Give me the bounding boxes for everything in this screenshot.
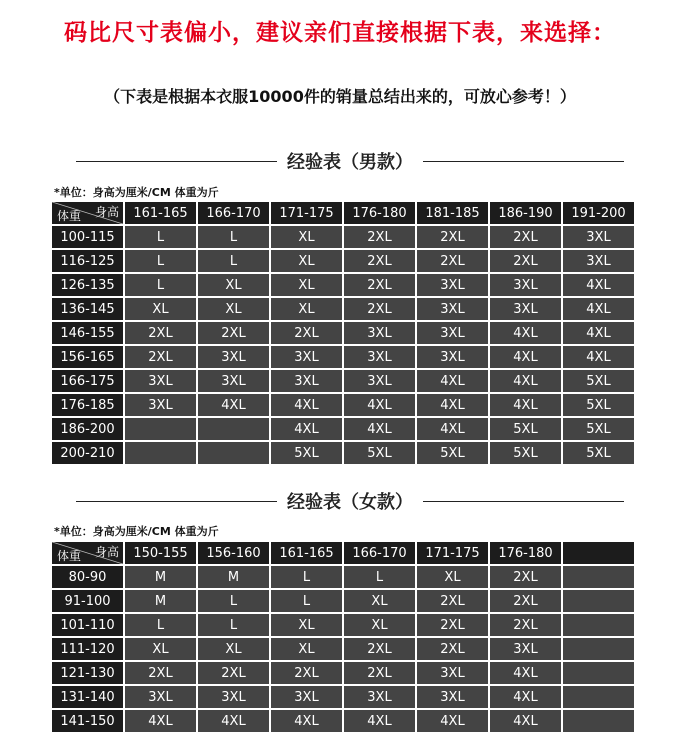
women-title: 经验表（女款）	[287, 492, 413, 513]
size-cell: L	[344, 566, 415, 588]
height-header-cell: 171-175	[417, 542, 488, 564]
men-title: 经验表（男款）	[287, 152, 413, 173]
size-cell	[563, 566, 634, 588]
table-row	[52, 638, 634, 660]
size-cell: 2XL	[198, 322, 269, 344]
size-cell: 2XL	[417, 226, 488, 248]
height-header-cell: 176-180	[490, 542, 561, 564]
size-cell: 2XL	[344, 662, 415, 684]
size-cell: L	[271, 566, 342, 588]
size-cell: 2XL	[344, 226, 415, 248]
size-cell: 2XL	[271, 662, 342, 684]
size-cell: 2XL	[490, 226, 561, 248]
size-cell: XL	[125, 298, 196, 320]
weight-header-cell: 176-185	[52, 394, 123, 416]
size-cell: XL	[125, 638, 196, 660]
size-cell: 4XL	[490, 710, 561, 732]
corner-weight-label: 体重	[57, 549, 82, 563]
women-unit-note: *单位：身高为厘米/CM 体重为斤	[54, 525, 219, 538]
size-cell: 3XL	[417, 662, 488, 684]
size-cell: L	[125, 226, 196, 248]
height-header-cell: 171-175	[271, 202, 342, 224]
weight-header-cell: 136-145	[52, 298, 123, 320]
size-cell: L	[198, 614, 269, 636]
size-cell: 4XL	[490, 662, 561, 684]
size-cell: 3XL	[271, 686, 342, 708]
size-cell: 3XL	[563, 226, 634, 248]
size-cell: 2XL	[417, 250, 488, 272]
weight-header-cell: 80-90	[52, 566, 123, 588]
size-cell: 5XL	[271, 442, 342, 464]
weight-header-cell: 100-115	[52, 226, 123, 248]
size-cell: 5XL	[344, 442, 415, 464]
size-cell: XL	[344, 614, 415, 636]
size-cell: 4XL	[563, 274, 634, 296]
size-cell: 3XL	[198, 370, 269, 392]
height-header-cell: 161-165	[271, 542, 342, 564]
women-section-title	[76, 488, 624, 514]
weight-header-cell: 186-200	[52, 418, 123, 440]
height-header-cell	[563, 542, 634, 564]
weight-header-cell: 200-210	[52, 442, 123, 464]
weight-header-cell: 121-130	[52, 662, 123, 684]
size-cell: 2XL	[344, 274, 415, 296]
size-cell: 3XL	[417, 322, 488, 344]
table-row	[52, 322, 634, 344]
size-cell: 2XL	[271, 322, 342, 344]
size-cell: 3XL	[125, 370, 196, 392]
size-cell: XL	[271, 298, 342, 320]
size-cell: XL	[417, 566, 488, 588]
size-cell: M	[125, 566, 196, 588]
height-header-cell: 191-200	[563, 202, 634, 224]
subline: （下表是根据本衣服10000件的销量总结出来的，可放心参考！）	[104, 87, 576, 106]
divider	[423, 161, 624, 162]
size-cell: 2XL	[125, 346, 196, 368]
size-cell: 3XL	[125, 686, 196, 708]
size-cell: 3XL	[271, 346, 342, 368]
size-cell: 3XL	[198, 686, 269, 708]
table-row	[52, 370, 634, 392]
size-cell: 5XL	[563, 370, 634, 392]
weight-header-cell: 91-100	[52, 590, 123, 612]
height-header-cell: 186-190	[490, 202, 561, 224]
divider	[76, 161, 277, 162]
weight-header-cell: 126-135	[52, 274, 123, 296]
size-cell: 3XL	[198, 346, 269, 368]
size-cell: 4XL	[490, 394, 561, 416]
size-cell	[563, 686, 634, 708]
size-cell: 5XL	[490, 418, 561, 440]
size-cell	[198, 442, 269, 464]
size-cell: 4XL	[490, 346, 561, 368]
size-cell: 3XL	[344, 686, 415, 708]
size-cell: 3XL	[417, 298, 488, 320]
weight-header-cell: 166-175	[52, 370, 123, 392]
size-cell: 5XL	[490, 442, 561, 464]
size-cell: 2XL	[490, 590, 561, 612]
table-row	[52, 346, 634, 368]
size-cell: 2XL	[490, 566, 561, 588]
size-cell: XL	[271, 226, 342, 248]
size-cell: 4XL	[490, 370, 561, 392]
size-cell: XL	[271, 274, 342, 296]
women-size-table	[50, 540, 636, 734]
table-row	[52, 686, 634, 708]
weight-header-cell: 156-165	[52, 346, 123, 368]
men-section-title	[76, 148, 624, 174]
size-cell: 4XL	[271, 394, 342, 416]
height-header-cell: 181-185	[417, 202, 488, 224]
size-cell: 3XL	[417, 686, 488, 708]
size-cell: 4XL	[490, 322, 561, 344]
size-cell: L	[198, 250, 269, 272]
size-cell	[563, 710, 634, 732]
size-cell: L	[198, 590, 269, 612]
size-cell	[563, 614, 634, 636]
size-cell: M	[198, 566, 269, 588]
size-cell: 4XL	[490, 686, 561, 708]
table-header-row	[52, 202, 634, 224]
size-cell: 3XL	[563, 250, 634, 272]
table-row	[52, 590, 634, 612]
size-cell: XL	[344, 590, 415, 612]
table-row	[52, 250, 634, 272]
height-header-cell: 166-170	[198, 202, 269, 224]
corner-height-label: 身高	[94, 545, 119, 559]
size-cell: 2XL	[344, 298, 415, 320]
height-header-cell: 176-180	[344, 202, 415, 224]
size-cell: 3XL	[417, 274, 488, 296]
size-cell: 4XL	[344, 418, 415, 440]
size-cell: 4XL	[563, 322, 634, 344]
corner-height-label: 身高	[94, 205, 119, 219]
size-cell: 3XL	[344, 322, 415, 344]
size-cell: 4XL	[417, 370, 488, 392]
table-row	[52, 662, 634, 684]
men-unit-note: *单位：身高为厘米/CM 体重为斤	[54, 186, 219, 199]
table-row	[52, 418, 634, 440]
weight-header-cell: 131-140	[52, 686, 123, 708]
table-row	[52, 274, 634, 296]
size-cell	[563, 590, 634, 612]
size-cell: 4XL	[417, 394, 488, 416]
height-header-cell: 156-160	[198, 542, 269, 564]
size-cell: 2XL	[198, 662, 269, 684]
size-cell: XL	[198, 638, 269, 660]
headline: 码比尺寸表偏小，建议亲们直接根据下表，来选择：	[64, 20, 616, 46]
size-cell: 3XL	[344, 370, 415, 392]
size-cell: 4XL	[563, 298, 634, 320]
size-cell: 4XL	[125, 710, 196, 732]
size-cell: 5XL	[563, 394, 634, 416]
size-cell: 4XL	[271, 710, 342, 732]
table-corner-cell	[52, 542, 123, 564]
size-cell: 4XL	[198, 394, 269, 416]
size-cell: 3XL	[125, 394, 196, 416]
size-cell: L	[125, 250, 196, 272]
table-corner-cell	[52, 202, 123, 224]
size-cell: L	[125, 614, 196, 636]
divider	[76, 501, 277, 502]
size-cell: 4XL	[344, 394, 415, 416]
size-cell: 3XL	[490, 638, 561, 660]
size-cell: M	[125, 590, 196, 612]
height-header-cell: 161-165	[125, 202, 196, 224]
corner-weight-label: 体重	[57, 209, 82, 223]
divider	[423, 501, 624, 502]
size-cell: 4XL	[563, 346, 634, 368]
size-cell: XL	[198, 274, 269, 296]
size-cell: 2XL	[125, 322, 196, 344]
height-header-cell: 150-155	[125, 542, 196, 564]
size-cell	[125, 418, 196, 440]
size-cell: 2XL	[417, 590, 488, 612]
table-row	[52, 226, 634, 248]
weight-header-cell: 116-125	[52, 250, 123, 272]
size-cell: 5XL	[417, 442, 488, 464]
size-cell: 2XL	[344, 250, 415, 272]
size-cell: 5XL	[563, 442, 634, 464]
size-cell: 2XL	[417, 614, 488, 636]
size-cell	[125, 442, 196, 464]
size-cell: XL	[271, 250, 342, 272]
size-cell: 2XL	[490, 614, 561, 636]
size-cell: 3XL	[490, 274, 561, 296]
size-cell: 3XL	[344, 346, 415, 368]
size-cell: XL	[271, 614, 342, 636]
size-cell: 2XL	[490, 250, 561, 272]
men-size-table	[50, 200, 636, 466]
weight-header-cell: 141-150	[52, 710, 123, 732]
height-header-cell: 166-170	[344, 542, 415, 564]
table-header-row	[52, 542, 634, 564]
size-cell: 4XL	[198, 710, 269, 732]
size-cell: L	[271, 590, 342, 612]
table-row	[52, 566, 634, 588]
size-cell: 3XL	[417, 346, 488, 368]
size-cell	[563, 638, 634, 660]
table-row	[52, 614, 634, 636]
size-cell: 2XL	[417, 638, 488, 660]
size-cell: 4XL	[417, 710, 488, 732]
table-row	[52, 442, 634, 464]
size-cell: 2XL	[344, 638, 415, 660]
size-cell: L	[125, 274, 196, 296]
size-cell	[198, 418, 269, 440]
size-cell: 4XL	[417, 418, 488, 440]
size-cell	[563, 662, 634, 684]
size-cell: 3XL	[271, 370, 342, 392]
weight-header-cell: 111-120	[52, 638, 123, 660]
weight-header-cell: 101-110	[52, 614, 123, 636]
size-cell: 3XL	[490, 298, 561, 320]
size-cell: 4XL	[271, 418, 342, 440]
size-cell: XL	[271, 638, 342, 660]
table-row	[52, 394, 634, 416]
table-row	[52, 298, 634, 320]
size-cell: 4XL	[344, 710, 415, 732]
size-cell: L	[198, 226, 269, 248]
size-cell: XL	[198, 298, 269, 320]
size-cell: 2XL	[125, 662, 196, 684]
size-cell: 5XL	[563, 418, 634, 440]
table-row	[52, 710, 634, 732]
weight-header-cell: 146-155	[52, 322, 123, 344]
